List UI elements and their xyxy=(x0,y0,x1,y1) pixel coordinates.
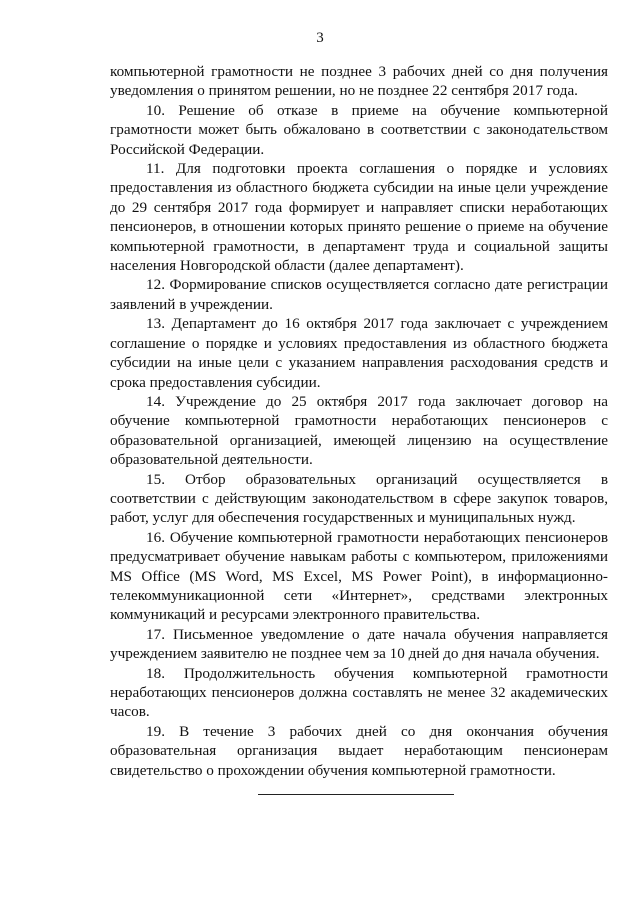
paragraph-18: 18. Продолжительность обучения компьютерной грамотности неработающих пенсионеров должна составлять не менее 32 академических часов. xyxy=(110,664,608,721)
paragraph-16: 16. Обучение компьютерной грамотности неработающих пенсионеров предусматривает обучение навыкам работы с компьютером, приложениями MS Office (MS Word, MS Excel, MS Power Point), в информационно-телекоммуникационной сети «Интернет», средствами электронных коммуникаций и ресурсами электронного правительства. xyxy=(110,528,608,624)
paragraph-11: 11. Для подготовки проекта соглашения о порядке и условиях предоставления из областного бюджета субсидии на иные цели учреждение до 29 сентября 2017 года формирует и направляет списки неработающих пенсионеров, в отношении которых принято решение о приеме на обучение компьютерной грамотности, в департамент труда и социальной защиты населения Новгородской области (далее департамент). xyxy=(110,160,608,275)
paragraph-10: 10. Решение об отказе в приеме на обучение компьютерной грамотности может быть обжаловано в соответствии с законодательством Российской Федерации. xyxy=(110,101,608,158)
paragraph-19: 19. В течение 3 рабочих дней со дня окончания обучения образовательная организация выдает неработающим пенсионерам свидетельство о прохождении обучения компьютерной грамотности. xyxy=(110,722,608,779)
document-body xyxy=(110,62,608,780)
paragraph-14: 14. Учреждение до 25 октября 2017 года заключает договор на обучение компьютерной грамотности неработающих пенсионеров с образовательной организацией, имеющей лицензию на осуществление образовательной деятельности. xyxy=(110,392,608,469)
paragraph-12: 12. Формирование списков осуществляется согласно дате регистрации заявлений в учреждении. xyxy=(110,276,608,313)
page-number: 3 xyxy=(316,30,324,46)
paragraph-continuation: компьютерной грамотности не позднее 3 рабочих дней со дня получения уведомления о принятом решении, но не позднее 22 сентября 2017 года. xyxy=(110,63,608,100)
paragraph-15: 15. Отбор образовательных организаций осуществляется в соответствии с действующим законодательством в сфере закупок товаров, работ, услуг для обеспечения государственных и муниципальных нужд. xyxy=(110,470,608,527)
paragraph-17: 17. Письменное уведомление о дате начала обучения направляется учреждением заявителю не позднее чем за 10 дней до дня начала обучения. xyxy=(110,625,608,663)
end-separator-line xyxy=(258,794,454,795)
paragraph-13: 13. Департамент до 16 октября 2017 года заключает с учреждением соглашение о порядке и условиях предоставления из областного бюджета субсидии на иные цели с указанием направления расходования средств и срока предоставления субсидии. xyxy=(110,315,608,391)
